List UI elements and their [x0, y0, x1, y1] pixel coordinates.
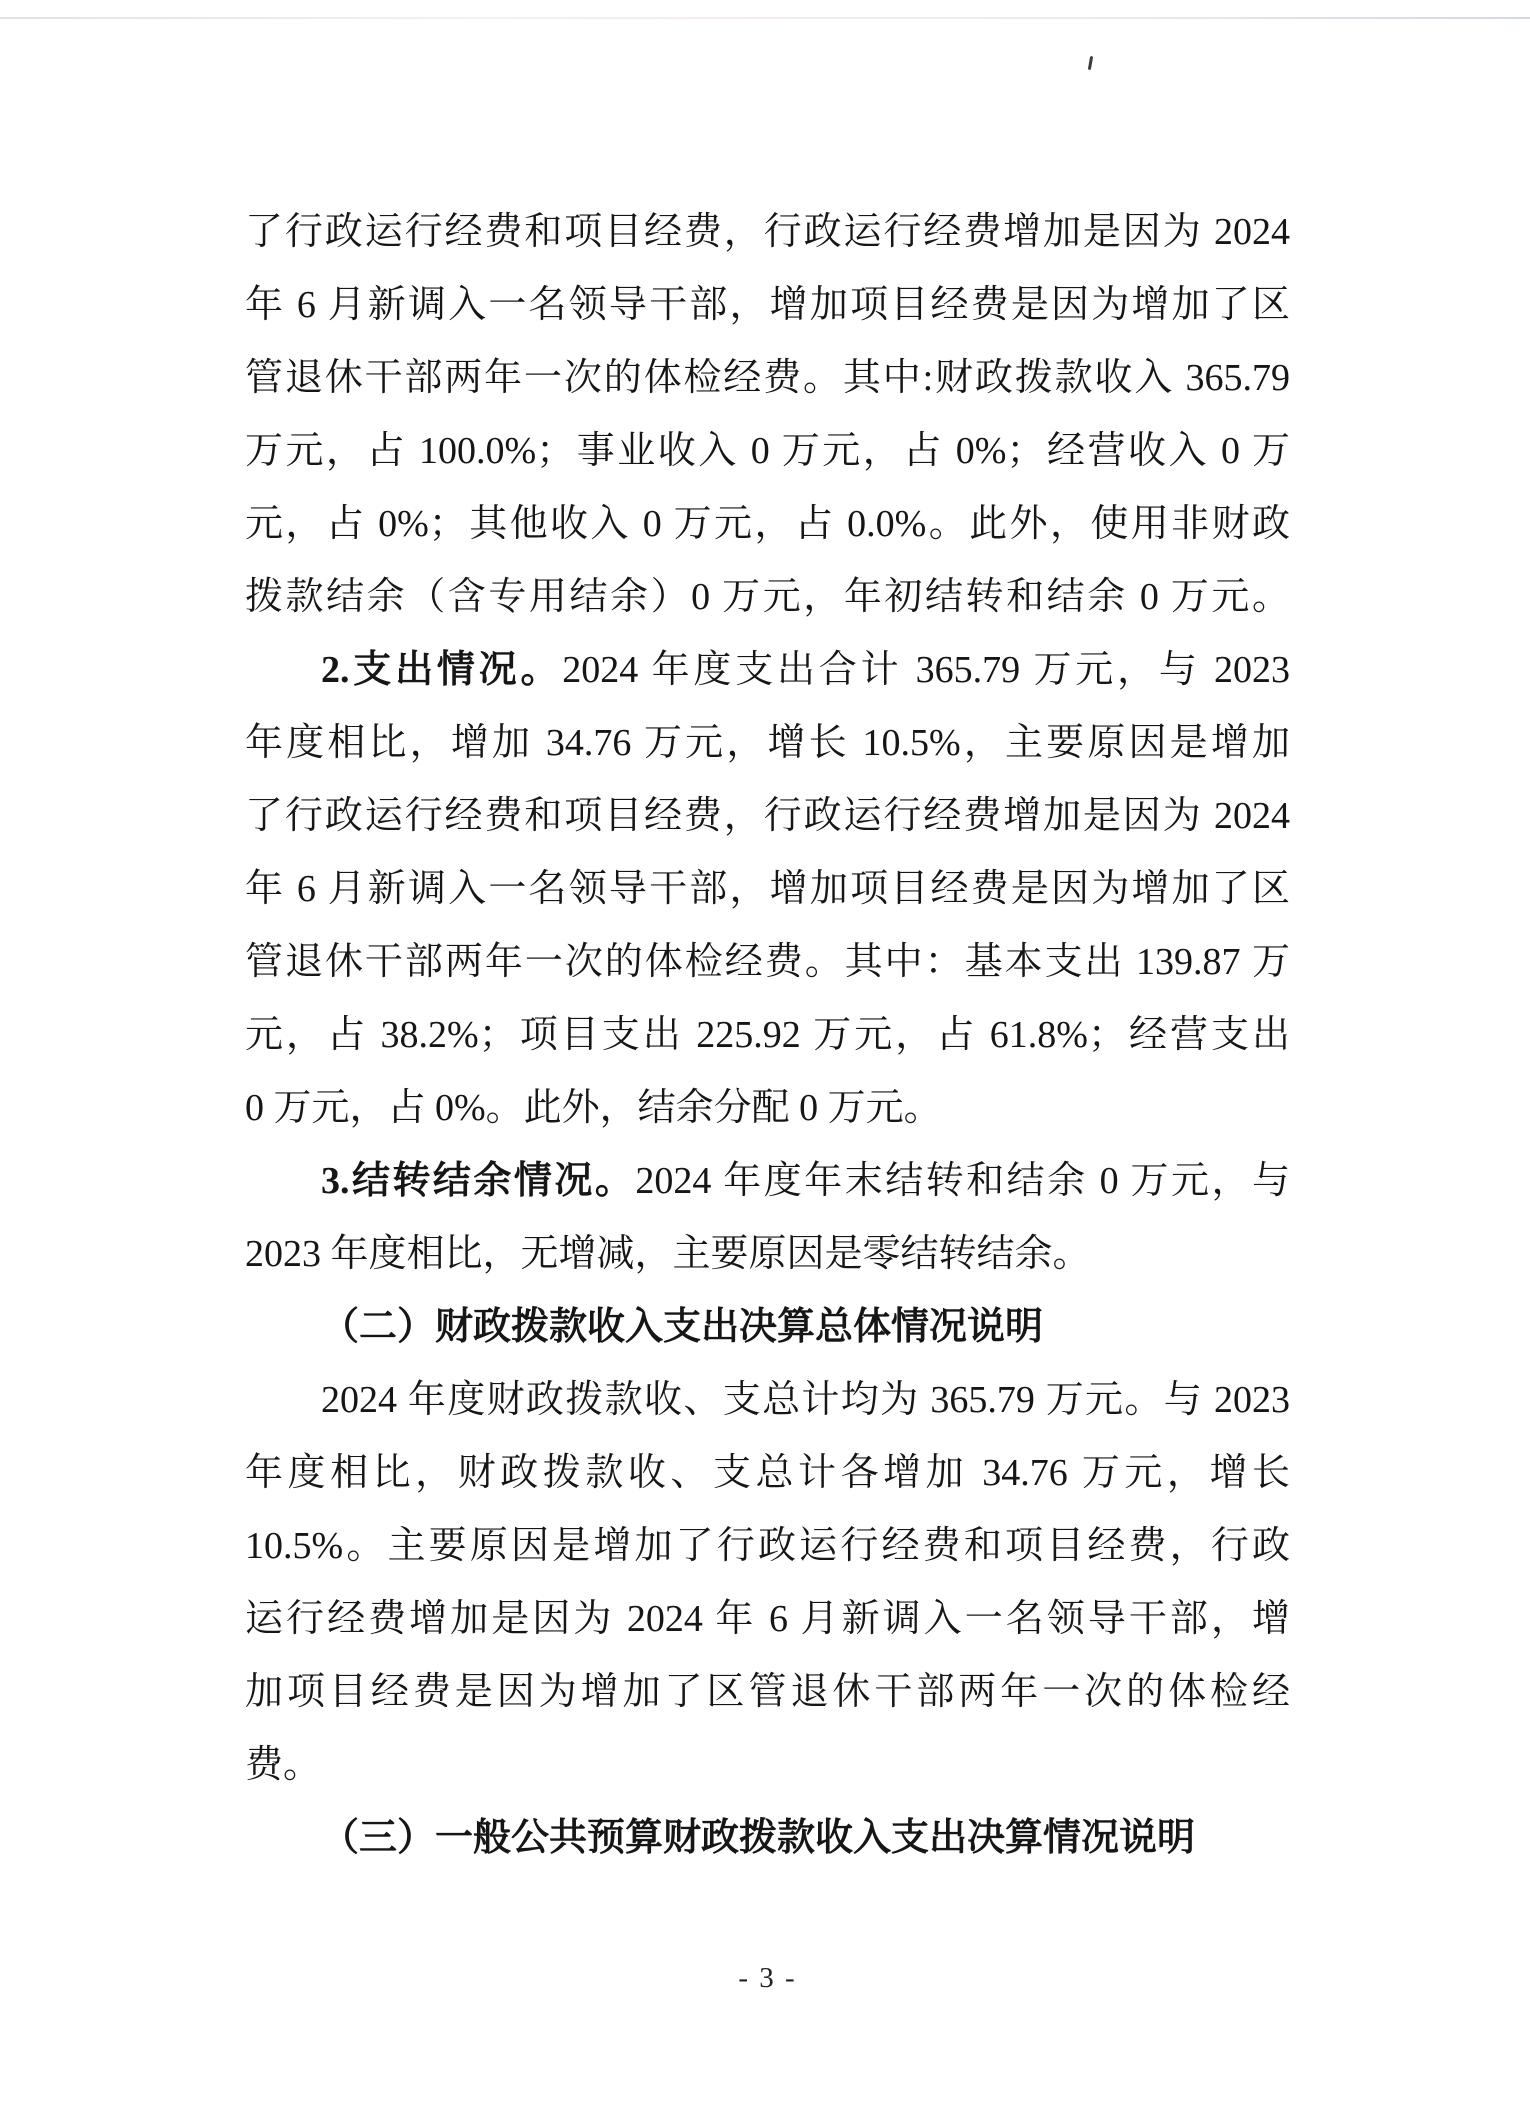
text-line: [245, 1802, 1290, 1875]
text-segment: 元，占 0%；其他收入 0 万元，占 0.0%。此外，使用非财政: [245, 503, 1290, 545]
text-line: [245, 269, 1290, 342]
text-line: [245, 780, 1290, 853]
text-segment: 运行经费增加是因为 2024 年 6 月新调入一名领导干部，增: [245, 1598, 1290, 1640]
text-segment: 拨款结余（含专用结余）0 万元，年初结转和结余 0 万元。: [245, 576, 1290, 618]
text-line: [245, 634, 1290, 707]
text-segment: 加项目经费是因为增加了区管退休干部两年一次的体检经: [245, 1671, 1290, 1713]
text-line: [245, 1656, 1290, 1729]
bold-text-segment: 3.结转结余情况。: [321, 1160, 636, 1202]
text-segment: 万元，占 100.0%；事业收入 0 万元，占 0%；经营收入 0 万: [245, 430, 1290, 472]
text-line: [245, 1364, 1290, 1437]
text-line: [245, 1072, 1290, 1145]
text-segment: 年 6 月新调入一名领导干部，增加项目经费是因为增加了区: [245, 284, 1290, 326]
text-line: [245, 1437, 1290, 1510]
text-segment: 年度相比，增加 34.76 万元，增长 10.5%，主要原因是增加: [245, 722, 1290, 764]
scan-artifact-line: [0, 17, 1530, 19]
page-number: - 3 -: [738, 1962, 797, 1994]
text-segment: 10.5%。主要原因是增加了行政运行经费和项目经费，行政: [245, 1525, 1290, 1567]
text-line: [245, 1291, 1290, 1364]
text-segment: 元，占 38.2%；项目支出 225.92 万元，占 61.8%；经营支出: [245, 1014, 1290, 1056]
text-line: [245, 1729, 1290, 1802]
text-segment: 年度相比，财政拨款收、支总计各增加 34.76 万元，增长: [245, 1452, 1290, 1494]
text-segment: 2024 年度年末结转和结余 0 万元，与: [635, 1160, 1290, 1202]
text-line: [245, 488, 1290, 561]
text-segment: 了行政运行经费和项目经费，行政运行经费增加是因为 2024: [245, 211, 1290, 253]
text-line: [245, 415, 1290, 488]
bold-text-segment: 2.支出情况。: [321, 649, 563, 691]
scan-artifact-mark: [1088, 56, 1093, 70]
text-line: [245, 1510, 1290, 1583]
text-line: [245, 342, 1290, 415]
text-segment: 费。: [245, 1744, 322, 1786]
text-segment: 年 6 月新调入一名领导干部，增加项目经费是因为增加了区: [245, 868, 1290, 910]
text-line: [245, 561, 1290, 634]
bold-text-segment: （二）财政拨款收入支出决算总体情况说明: [321, 1306, 1044, 1348]
text-segment: 了行政运行经费和项目经费，行政运行经费增加是因为 2024: [245, 795, 1290, 837]
text-line: [245, 707, 1290, 780]
text-segment: 管退休干部两年一次的体检经费。其中：基本支出 139.87 万: [245, 941, 1290, 983]
bold-text-segment: （三）一般公共预算财政拨款收入支出决算情况说明: [321, 1817, 1196, 1859]
text-line: [245, 1218, 1290, 1291]
text-segment: 2024 年度财政拨款收、支总计均为 365.79 万元。与 2023: [321, 1379, 1290, 1421]
text-line: [245, 926, 1290, 999]
text-line: [245, 1583, 1290, 1656]
text-line: [245, 853, 1290, 926]
text-line: [245, 1145, 1290, 1218]
text-line: [245, 196, 1290, 269]
text-line: [245, 999, 1290, 1072]
text-segment: 管退休干部两年一次的体检经费。其中:财政拨款收入 365.79: [245, 357, 1290, 399]
text-segment: 0 万元，占 0%。此外，结余分配 0 万元。: [245, 1087, 942, 1129]
document-body: [245, 196, 1290, 1875]
text-segment: 2023 年度相比，无增减，主要原因是零结转结余。: [245, 1233, 1091, 1275]
text-segment: 2024 年度支出合计 365.79 万元，与 2023: [562, 649, 1290, 691]
